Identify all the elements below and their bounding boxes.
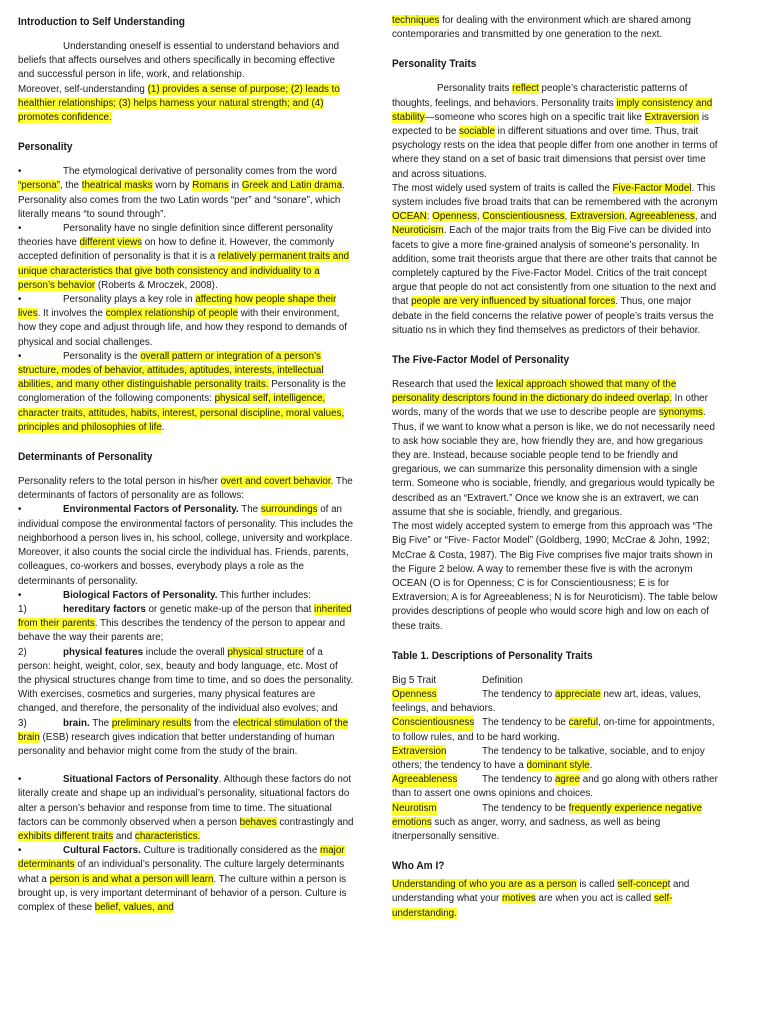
definition-text: and go along with others rather than to assert one owns opinions and choices. xyxy=(392,774,718,800)
trait-name: Agreeableness xyxy=(392,773,457,787)
table-row xyxy=(392,773,722,801)
table-col-trait: Big 5 Trait xyxy=(392,674,437,686)
personality-bullet-2: • Personality have no single definition since different personality theories have different views on how to define it. However, the commonly accepted definition of personality is that it is a relatively permanent traits and unique characteristics that give both consistency and individuality to a person’s behavior (Roberts & Mroczek, 2008). xyxy=(18,223,350,291)
intro-benefits: Moreover, self-understanding (1) provides a sense of purpose; (2) leads to healthier relationships; (3) helps harness your natural strength; and (4) promotes confidence. xyxy=(18,83,340,124)
table-header-row xyxy=(392,674,722,688)
ffm-paragraph-1: Research that used the lexical approach showed that many of the personality descriptors found in the dictionary do indeed overlap. In other words, many of the words that we use to describe people are synonyms. Thus, if we want to know what a person is like, we do not necessarily need to ask how sociable they are, how friendly they are, and how gregarious they are. Instead, because sociable people tend to be friendly and gregarious, we can summarize this personality dimension with a single term. Someone who is sociable, friendly, and gregarious would typically be described as an “Extravert.” Once we know she is an extravert, we can assume that she is sociable, friendly, and gregarious. xyxy=(392,379,715,518)
who-am-i-heading: Who Am I? xyxy=(392,860,445,873)
cultural-factors: • Cultural Factors. Culture is traditionally considered as the major determinants of an individual’s personality. The culture largely determinants what a person is and what a person will learn. The culture within a person is brought up, is very important determinant of behavior of a person. Culture is complex of these belief, values, and xyxy=(18,845,347,913)
culture-continuation: techniques for dealing with the environment which are shared among contemporaries and transmitted by one generation to the next. xyxy=(392,15,691,41)
intro-heading: Introduction to Self Understanding xyxy=(18,16,185,28)
traits-table xyxy=(392,674,722,844)
definition-text: such as anger, worry, and sadness, as well as being itnerpersonally sensitive. xyxy=(392,816,661,842)
table-heading: Table 1. Descriptions of Personality Traits xyxy=(392,649,593,662)
left-column xyxy=(18,14,354,915)
definition-text: , on-time for appointments, to follow rules, and to be hard working. xyxy=(392,717,715,743)
personality-traits-heading: Personality Traits xyxy=(392,58,477,71)
hereditary-item: 1) hereditary factors or genetic make-up of the person that inherited from their parents. This describes the tendency of the person to appear and behave the way their parents are; xyxy=(18,603,352,644)
definition-highlight: appreciate xyxy=(554,688,601,700)
ffm-paragraph-2: The most widely accepted system to emerge from this approach was “The Big Five” or “Five- Factor Model” (Goldberg, 1990; McCrae & John, 1992; McCrae & Costa, 1987). The Big Five comprises five major traits shown in the Figure 2 below. A way to remember these five is with the acronym OCEAN (O is for Openness; C is for Conscientiousness; E is for Extraversion; A is for Agreeableness; N is for Neuroticism). The table below provides descriptions of people who would score high and low on each of these traits. xyxy=(392,521,718,632)
definition-text: The tendency to xyxy=(482,688,555,700)
definition-text: The tendency to be talkative, sociable, and to enjoy others; the tendency to have a xyxy=(392,745,705,771)
definition-text: The tendency to be xyxy=(482,802,569,814)
definition-highlight: frequently experience negative emotions xyxy=(392,802,703,828)
biological-factors: • Biological Factors of Personality. This further includes: xyxy=(18,589,311,601)
definition-text: new art, ideas, values, feelings, and behaviors. xyxy=(392,688,701,715)
determinants-intro: Personality refers to the total person in his/her overt and covert behavior. The determinants of factors of personality are as follows: xyxy=(18,476,353,502)
traits-paragraph-1: Personality traits reflect people’s characteristic patterns of thoughts, feelings, and behaviors. Personality traits imply consistency and stability—someone who scores high on a specific trait like Extraversion is expected to be sociable in different situations and over time. Thus, trait psychology rests on the idea that people differ from one another in terms of where they stand on a set of basic trait dimensions that persist over time and across situations. xyxy=(392,83,718,180)
definition-highlight: agree xyxy=(554,774,581,786)
personality-bullet-1: • The etymological derivative of personality comes from the word “persona”, the theatrical masks worn by Romans in Greek and Latin drama. Personality also comes from the two Latin words “per” and “sonare”, which literally means “to sound through”. xyxy=(18,166,345,220)
who-am-i-paragraph: Understanding of who you are as a person is called self-concept and understanding what your motives are when you act is called self-understanding. xyxy=(392,879,690,919)
ffm-heading: The Five-Factor Model of Personality xyxy=(392,354,570,367)
personality-bullet-4: • Personality is the overall pattern or integration of a person’s structure, modes of behavior, attitudes, aptitudes, interests, intellectual abilities, and many other distinguishable personality traits. Personality is the conglomeration of the following components: physical self, intelligence, character traits, attitudes, habits, interest, personal discipline, moral values, principles and philosophies of life. xyxy=(18,350,346,433)
traits-paragraph-2: The most widely used system of traits is called the Five-Factor Model. This system includes five broad traits that can be remembered with the acronym OCEAN: Openness, Conscientiousness, Extraversion, Agreeableness, and Neuroticism. Each of the major traits from the Big Five can be divided into facets to give a more fine-grained analysis of someone’s personality. In addition, some trait theorists argue that there are other traits that cannot be completely captured by the Five-Factor Model. Critics of the trait concept argue that people do not act consistently from one situation to the next and that people are very influenced by situational forces. Thus, one major debate in the field concerns the relative power of people’s traits versus the situatio ns in which they find themselves as predictors of their behavior. xyxy=(392,182,718,336)
table-row xyxy=(392,745,722,773)
right-column xyxy=(392,14,722,921)
brain-item: 3) brain. The preliminary results from the electrical stimulation of the brain (ESB) research gives indication that better understanding of human personality and behavior might come from the study of the brain. xyxy=(18,717,349,757)
definition-text: The tendency to be xyxy=(482,717,569,729)
personality-heading: Personality xyxy=(18,141,73,154)
definition-highlight: dominant style xyxy=(526,759,590,771)
personality-bullet-3: • Personality plays a key role in affecting how people shape their lives. It involves the complex relationship of people with their environment, how they cope and adjust through life, and how they respond to demands of physical and social challenges. xyxy=(18,294,347,348)
table-col-definition: Definition xyxy=(482,674,523,686)
trait-name: Extraversion xyxy=(392,745,446,759)
definition-text: . xyxy=(589,759,593,771)
intro-paragraph: Understanding oneself is essential to understand behaviors and beliefs that affects ourselves and others specifically in becoming effective and successful person in life, work, and relationship. xyxy=(18,41,340,81)
physical-features-item: 2) physical features include the overall physical structure of a person: height, weight, color, sex, beauty and body language, etc. Most of the physical structures change from time to time, and so does the personality. With exercises, cosmetics and surgeries, many physical features are changed, and therefore, the personality of the individual also evolves; and xyxy=(18,646,354,715)
trait-name: Openness xyxy=(392,688,437,702)
table-row xyxy=(392,688,722,716)
definition-text: The tendency to xyxy=(482,774,555,786)
determinants-heading: Determinants of Personality xyxy=(18,451,153,464)
table-rows xyxy=(392,688,722,844)
trait-name: Neurotism xyxy=(392,802,437,816)
environmental-factors: • Environmental Factors of Personality. The surroundings of an individual compose the environmental factors of personality. This includes the neighborhood a person lives in, his school, college, university and workplace. Moreover, it also counts the social circle the individual has. Friends, parents, colleagues, co-workers and bosses, everybody plays a role as the determinants of personality. xyxy=(18,504,354,587)
table-row xyxy=(392,802,722,845)
situational-factors: • Situational Factors of Personality. Although these factors do not literally create and shape up an individual’s personality, situational factors do alter a person’s behavior and response from time to time. The situational factors can be commonly observed when a person behaves contrastingly and exhibits different traits and characteristics. xyxy=(18,774,354,842)
definition-highlight: careful xyxy=(568,717,599,729)
trait-name: Conscientiousness xyxy=(392,716,474,730)
table-row xyxy=(392,716,722,744)
